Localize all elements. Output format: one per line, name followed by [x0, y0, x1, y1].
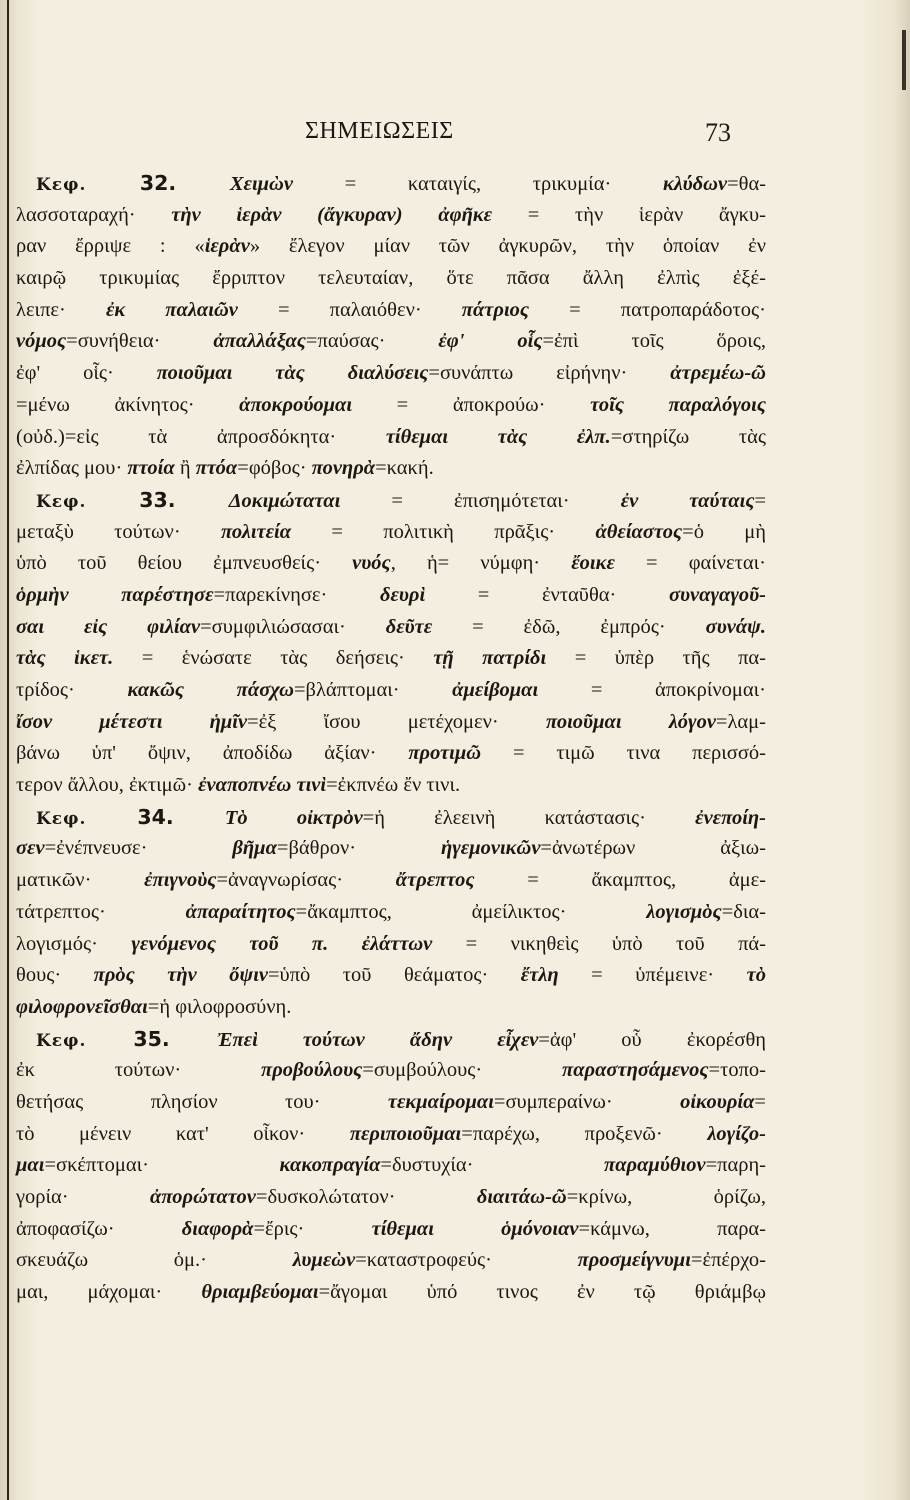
gloss-text: =παρεκίνησε·	[213, 583, 380, 606]
gloss-text: =ἀναγνωρίσας·	[216, 869, 396, 892]
gloss-text: =ἀνωτέρων ἀξιω-	[540, 837, 766, 860]
glossed-term: πτόα	[195, 457, 238, 480]
gloss-text: =συνάπτω εἰρήνην·	[428, 362, 671, 385]
text-line	[16, 1024, 766, 1056]
glossed-term: ἐκ παλαιῶν	[105, 298, 238, 321]
gloss-text: =βάθρον·	[276, 837, 441, 860]
page-binding-edge	[7, 0, 9, 1500]
text-line	[16, 802, 766, 834]
gloss-text: =συνήθεια·	[66, 330, 214, 353]
text-line	[16, 295, 766, 327]
gloss-text: = πολιτικὴ πρᾶξις·	[291, 520, 596, 543]
glossed-term: παραμύθιον	[604, 1154, 706, 1177]
text-line	[16, 960, 766, 992]
gloss-text: =κακή.	[375, 457, 434, 480]
glossed-term: ἱερὰν	[204, 235, 250, 258]
gloss-text: =παρέχω, προξενῶ·	[461, 1122, 708, 1145]
text-line	[16, 865, 766, 897]
chapter-number: 33.	[139, 487, 229, 512]
glossed-term: περιποιοῦμαι	[349, 1122, 462, 1145]
gloss-text: =ἀφ' οὗ ἐκορέσθη	[538, 1028, 767, 1051]
glossed-term: ἀθείαστος	[595, 520, 683, 543]
gloss-text: μαι, μάχομαι·	[16, 1281, 202, 1304]
text-line	[16, 833, 766, 865]
gloss-text: = ὑπὲρ τῆς πα-	[546, 647, 766, 670]
glossed-term: ἔοικε	[571, 552, 615, 575]
glossed-term: Δοκιμώταται	[228, 489, 341, 512]
chapter-number: 32.	[139, 171, 230, 195]
glossed-term: τίθεμαι ὁμόνοιαν	[371, 1217, 579, 1240]
gloss-text: =βλάπτομαι·	[293, 679, 453, 701]
chapter-label: Κεφ.	[36, 175, 140, 195]
text-line	[16, 1150, 766, 1182]
text-line	[16, 453, 766, 485]
glossed-term: σεν	[16, 837, 45, 860]
gloss-text: =φόβος·	[237, 457, 312, 480]
glossed-term: πάτριος	[461, 298, 530, 321]
glossed-term: ἐπιγνοὺς	[144, 869, 217, 892]
gloss-text: =	[754, 1090, 766, 1113]
glossed-term: γενόμενος τοῦ π. ἐλάττων	[131, 932, 433, 955]
text-line	[16, 326, 766, 358]
gloss-text: ματικῶν·	[16, 869, 145, 892]
gloss-text: =ἄκαμπτος, ἀμείλικτος·	[295, 900, 647, 923]
glossed-term: παραστησάμενος	[562, 1059, 709, 1082]
glossed-term: ἀπαλλάξας	[213, 330, 306, 353]
gloss-text: =θα-	[727, 173, 767, 195]
gloss-text: = τιμῶ τινα περισσό-	[481, 742, 766, 765]
gloss-text: ἐφ' οἷς·	[16, 362, 157, 385]
running-head: ΣΗΜΕΙΩΣΕΙΣ	[305, 118, 454, 144]
gloss-text: = νικηθεὶς ὑπὸ τοῦ πά-	[432, 932, 766, 955]
glossed-term: λογίζο-	[707, 1122, 766, 1145]
gloss-text: ἢ	[174, 457, 196, 480]
glossed-term: πρὸς τὴν ὄψιν	[93, 964, 268, 987]
glossed-term: συναγαγοῦ-	[668, 583, 766, 606]
text-line	[16, 1182, 766, 1214]
glossed-term: τὴν ἱερὰν (ἄγκυραν) ἀφῆκε	[171, 203, 493, 226]
gloss-text: = ἄκαμπτος, ἀμε-	[474, 869, 767, 892]
gloss-text: γορία·	[16, 1186, 151, 1208]
glossed-term: προβούλους	[261, 1059, 363, 1082]
text-line	[16, 675, 766, 707]
gloss-text: =ἡ ἐλεεινὴ κατάστασις·	[362, 806, 696, 829]
text-line	[16, 517, 766, 549]
gloss-text: =κρίνω, ὁρίζω,	[566, 1186, 766, 1208]
gloss-text: τάτρεπτος·	[16, 900, 186, 923]
glossed-term: ποιοῦμαι τὰς διαλύσεις	[156, 362, 429, 385]
chapter-label: Κεφ.	[36, 1030, 134, 1051]
gloss-text: =συμπεραίνω·	[493, 1090, 681, 1113]
glossed-term: ἀτρεμέω-ῶ	[670, 362, 766, 385]
glossed-term: διαφορὰ	[181, 1217, 254, 1240]
glossed-term: λυμεὼν	[292, 1249, 356, 1272]
gloss-text: =ἐπέρχο-	[690, 1249, 766, 1272]
glossed-term: θριαμβεύομαι	[201, 1281, 319, 1304]
gloss-text: =συμφιλιώσασαι·	[200, 615, 386, 638]
glossed-term: προτιμῶ	[408, 742, 482, 765]
text-line	[16, 929, 766, 961]
glossed-term: νόμος	[16, 330, 67, 353]
page-header	[0, 118, 910, 154]
gloss-text: ὑπὸ τοῦ θείου ἐμπνευσθείς·	[16, 552, 353, 575]
text-line	[16, 200, 766, 232]
text-line	[16, 643, 766, 675]
gloss-text: λειπε·	[16, 298, 106, 321]
gloss-text: λογισμός·	[16, 932, 132, 955]
text-line	[16, 168, 766, 200]
text-line	[16, 738, 766, 770]
text-line	[16, 992, 766, 1024]
gloss-text: = ἀποκρούω·	[352, 393, 591, 416]
glossed-term: λογισμὸς	[646, 900, 722, 923]
glossed-term: τοῖς παραλόγοις	[590, 393, 766, 416]
gloss-text: τὸ μένειν κατ' οἶκον·	[16, 1122, 350, 1145]
glossed-term: δευρὶ	[379, 583, 426, 606]
gloss-text: θους·	[16, 964, 94, 987]
glossed-term: Χειμὼν	[229, 173, 293, 195]
text-line	[16, 897, 766, 929]
gloss-text: =στηρίζω τὰς	[610, 425, 766, 448]
text-line	[16, 1214, 766, 1246]
glossed-term: νυός	[352, 552, 391, 575]
text-line	[16, 1087, 766, 1119]
gloss-text: ἐκ τούτων·	[16, 1059, 261, 1082]
text-line	[16, 612, 766, 644]
gloss-text: λασσοταραχή·	[16, 203, 172, 226]
chapter-label: Κεφ.	[36, 808, 138, 829]
gloss-text: = καταιγίς, τρικυμία·	[292, 173, 663, 195]
glossed-term: κακοπραγία	[279, 1154, 381, 1177]
gloss-text: =σκέπτομαι·	[44, 1154, 280, 1177]
glossed-term: πτοία	[127, 457, 175, 480]
text-line	[16, 770, 766, 802]
gloss-text: =τοπο-	[708, 1059, 767, 1082]
glossed-term: ἐφ' οἷς	[438, 330, 543, 353]
gloss-text: ἀποφασίζω·	[16, 1217, 182, 1240]
text-line	[16, 358, 766, 390]
gloss-text: =παύσας·	[305, 330, 439, 353]
gloss-text: =δια-	[721, 900, 766, 923]
page-number: 73	[705, 118, 731, 147]
gloss-text: σκευάζω ὁμ.·	[16, 1249, 293, 1272]
gloss-text: τρίδος·	[16, 679, 128, 701]
gloss-text: = τὴν ἱερὰν ἄγκυ-	[492, 203, 766, 226]
glossed-term: κλύδων	[662, 173, 728, 195]
gloss-text: =κάμνω, παρα-	[578, 1217, 766, 1240]
glossed-term: δεῦτε	[385, 615, 433, 638]
gloss-text: =ἐπὶ τοῖς ὅροις,	[542, 330, 766, 353]
gloss-text: = παλαιόθεν·	[237, 298, 462, 321]
glossed-term: ποιοῦμαι λόγον	[545, 710, 716, 733]
gloss-text: = ἐδῶ, ἐμπρός·	[432, 615, 706, 638]
glossed-term: ἐναποπνέω τινὶ	[198, 774, 327, 797]
glossed-term: Ἐπεὶ τούτων ἄδην εἶχεν	[216, 1028, 539, 1051]
glossed-term: Τὸ οἰκτρὸν	[224, 806, 363, 829]
glossed-term: ἄτρεπτος	[395, 869, 475, 892]
gloss-text: =ἄγομαι ὑπό τινος ἐν τῷ θριάμβῳ	[318, 1281, 766, 1304]
gloss-text: = ἀποκρίνομαι·	[538, 679, 766, 701]
glossed-term: προσμείγνυμι	[577, 1249, 691, 1272]
gloss-text: (οὐδ.)=εἰς τὰ ἀπροσδόκητα·	[16, 425, 386, 448]
gloss-text: =ἡ φιλοφροσύνη.	[147, 995, 292, 1018]
text-line	[16, 390, 766, 422]
chapter-number: 35.	[133, 1026, 217, 1051]
text-line	[16, 263, 766, 295]
glossed-term: πονηρὰ	[311, 457, 376, 480]
glossed-term: ἀπορώτατον	[150, 1186, 256, 1208]
gloss-text: ραν ἔρριψε : «	[16, 235, 205, 258]
glossed-term: τὸ	[746, 964, 766, 987]
chapter-number: 34.	[137, 804, 225, 829]
gloss-text: =συμβούλους·	[362, 1059, 562, 1082]
text-line	[16, 707, 766, 739]
gloss-text: θετήσας πλησίον του·	[16, 1090, 388, 1113]
chapter-label: Κεφ.	[36, 491, 140, 512]
gloss-text: » ἔλεγον μίαν τῶν ἀγκυρῶν, τὴν ὁποίαν ἐν	[249, 235, 766, 258]
gloss-text: =ἐξ ἴσου μετέχομεν·	[247, 710, 546, 733]
gloss-text: καιρῷ τρικυμίας ἔρριπτον τελευταίαν, ὅτε πᾶσα ἄλλη ἐλπὶς ἐξέ-	[16, 267, 766, 290]
text-line	[16, 548, 766, 580]
gloss-text: , ἡ= νύμφη·	[390, 552, 572, 575]
gloss-text: =καταστροφεύς·	[355, 1249, 578, 1272]
text-line	[16, 485, 766, 517]
glossed-term: ἀμείβομαι	[452, 679, 539, 701]
glossed-term: τίθεμαι τὰς ἐλπ.	[385, 425, 611, 448]
gloss-text: = ἑνώσατε τὰς δεήσεις·	[113, 647, 434, 670]
glossed-term: οἰκουρία	[680, 1090, 755, 1113]
gloss-text: =δυσκολώτατον·	[255, 1186, 477, 1208]
glossed-term: ἐν ταύταις	[620, 489, 755, 512]
glossed-term: ὁρμὴν παρέστησε	[16, 583, 214, 606]
glossed-term: ἀπαραίτητος	[185, 900, 296, 923]
gloss-text: = ἐνταῦθα·	[425, 583, 669, 606]
gloss-text: ἐλπίδας μου·	[16, 457, 128, 480]
gloss-text: =ὁ μὴ	[682, 520, 766, 543]
gloss-text: =ἔρις·	[253, 1217, 372, 1240]
glossed-term: κακῶς πάσχω	[127, 679, 294, 701]
glossed-term: ἴσον μέτεστι ἡμῖν	[16, 710, 248, 733]
text-line	[16, 231, 766, 263]
gloss-text: =λαμ-	[715, 710, 766, 733]
page-edge-mark	[902, 30, 906, 90]
gloss-text: =	[754, 489, 767, 512]
gloss-text: = ἐπισημότεται·	[340, 489, 621, 512]
glossed-term: βῆμα	[232, 837, 277, 860]
gloss-text: τερον ἄλλου, ἐκτιμῶ·	[16, 774, 199, 797]
gloss-text: μεταξὺ τούτων·	[16, 520, 221, 543]
gloss-text: =ἐνέπνευσε·	[44, 837, 233, 860]
gloss-text: =ὑπὸ τοῦ θεάματος·	[268, 964, 521, 987]
glossed-term: διαιτάω-ῶ	[476, 1186, 567, 1208]
glossed-term: σαι εἰς φιλίαν	[16, 615, 201, 638]
glossed-term: ἔτλη	[520, 964, 559, 987]
gloss-text: =παρη-	[705, 1154, 766, 1177]
glossed-term: μαι	[16, 1154, 45, 1177]
glossed-term: τῇ πατρίδι	[433, 647, 547, 670]
text-line	[16, 1055, 766, 1087]
gloss-text: βάνω ὑπ' ὄψιν, ἀποδίδω ἀξίαν·	[16, 742, 409, 765]
text-line	[16, 422, 766, 454]
text-line	[16, 1245, 766, 1277]
text-line	[16, 1119, 766, 1151]
gloss-text: = ὑπέμεινε·	[558, 964, 747, 987]
text-line	[16, 580, 766, 612]
glossed-term: ἀποκρούομαι	[239, 393, 353, 416]
gloss-text: = πατροπαράδοτος·	[529, 298, 766, 321]
glossed-term: τὰς ἱκετ.	[16, 647, 114, 670]
glossed-term: φιλοφρονεῖσθαι	[16, 995, 148, 1018]
glossed-term: ἐνεποίη-	[695, 806, 767, 829]
text-line	[16, 1277, 766, 1309]
gloss-text: =ἐκπνέω ἔν τινι.	[326, 774, 461, 797]
gloss-text: =δυστυχία·	[380, 1154, 604, 1177]
glossed-term: τεκμαίρομαι	[387, 1090, 494, 1113]
notes-text-body	[16, 168, 766, 1309]
gloss-text: = φαίνεται·	[614, 552, 766, 575]
glossed-term: συνάψ.	[705, 615, 766, 638]
gloss-text: =μένω ἀκίνητος·	[16, 393, 240, 416]
glossed-term: πολιτεία	[220, 520, 292, 543]
glossed-term: ἡγεμονικῶν	[441, 837, 541, 860]
